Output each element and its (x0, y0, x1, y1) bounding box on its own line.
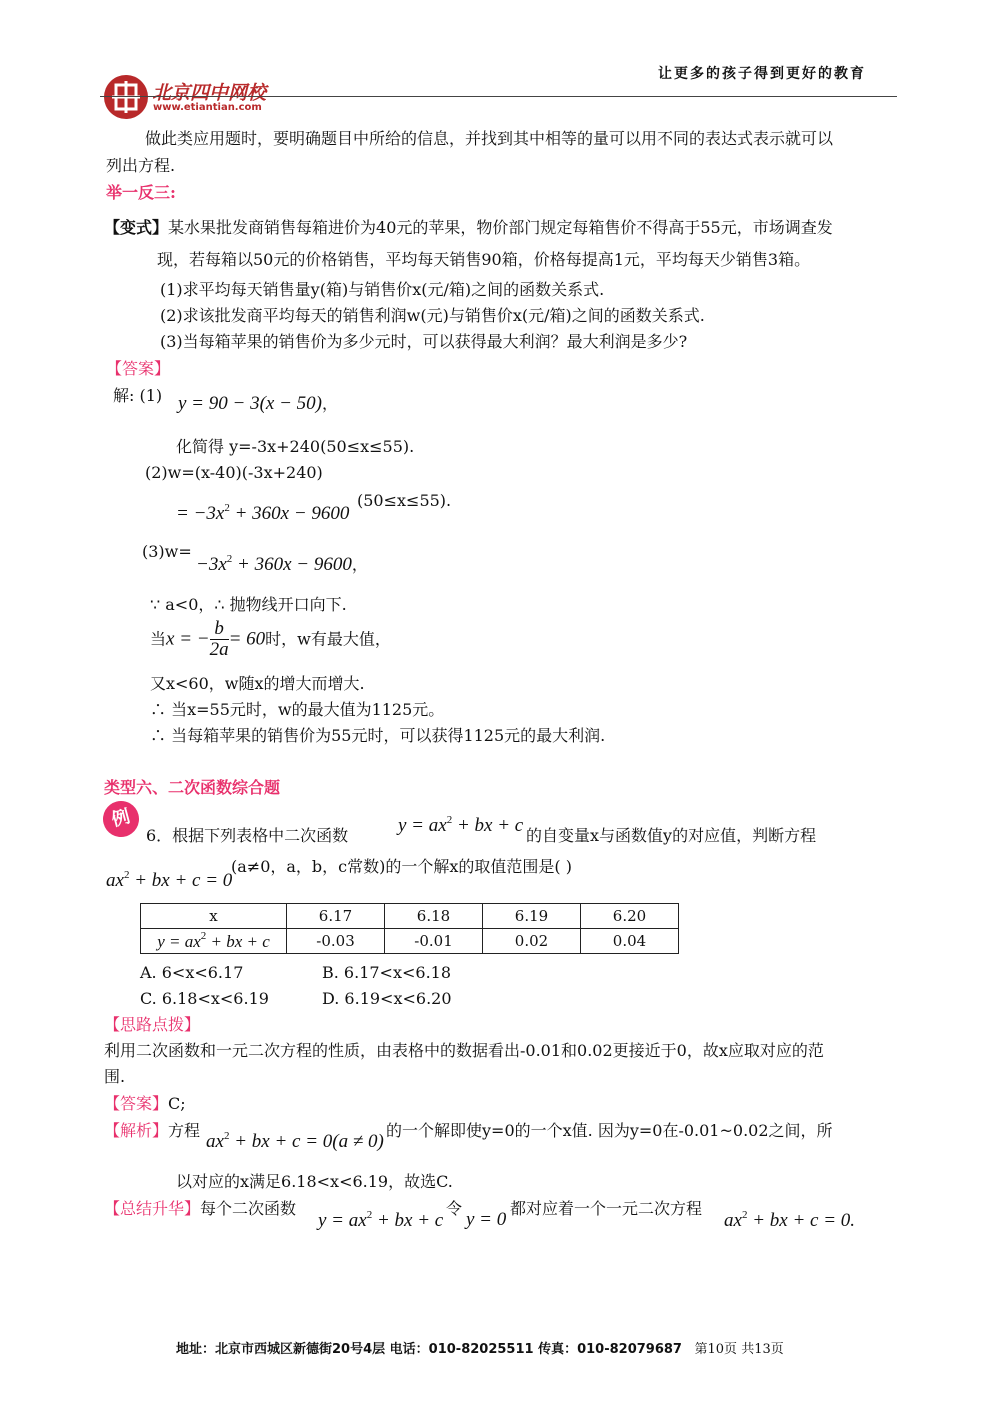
table-cell: 6.19 (483, 904, 581, 929)
value-table (140, 903, 679, 954)
because-line: ∵ a<0，∴ 抛物线开口向下. (150, 595, 347, 614)
summary-ling: 令 (446, 1199, 463, 1218)
answer-2-value: C; (168, 1094, 186, 1113)
step2-line-a: (2)w=(x-40)(-3x+240) (145, 463, 323, 482)
step3-label: (3)w= (142, 542, 192, 561)
footer (176, 1338, 784, 1357)
header-slogan: 让更多的孩子得到更好的教育 (658, 66, 866, 82)
example-para-2: (a≠0，a，b，c常数)的一个解x的取值范围是( ) (231, 857, 572, 876)
variant-line-2: 现，若每箱以50元的价格销售，平均每天销售90箱，价格每提高1元，平均每天少销售3箱。 (157, 250, 811, 269)
summary-eq-3: $ax^2$ + bx + c = 0. (724, 1209, 856, 1231)
solution-label: 解: (1) (113, 386, 163, 405)
analysis-tag: 【解析】 (104, 1121, 169, 1140)
example-eq-1: $y = ax^2$ + bx + c (398, 814, 524, 836)
table-row (141, 904, 679, 929)
option-c: C. 6.18<x<6.19 (140, 989, 269, 1008)
intro-line-2: 列出方程. (106, 156, 176, 175)
summary-tag: 【总结升华】 (104, 1199, 201, 1218)
hint-line-1: 利用二次函数和一元二次方程的性质，由表格中的数据看出-0.01和0.02更接近于0，故x应取对应的范 (104, 1041, 824, 1060)
example-para-1-end: 的自变量x与函数值y的对应值，判断方程 (526, 826, 817, 845)
step2-eq: = $-3x^2 + 360x - 9600$ (176, 502, 350, 524)
table-cell: 6.17 (287, 904, 385, 929)
equation-1-text: y = 90 − 3(x − 50) (178, 393, 322, 414)
table-cell: 6.18 (385, 904, 483, 929)
example-para-1: 6．根据下列表格中二次函数 (146, 826, 349, 845)
equation-1 (178, 393, 338, 415)
footer-page: 第10页 共13页 (694, 1342, 784, 1357)
option-a: A. 6<x<6.17 (140, 963, 244, 982)
table-cell: $y = ax^2$ + bx + c (141, 929, 287, 954)
table-cell: x (141, 904, 287, 929)
variant-q2: (2)求该批发商平均每天的销售利润w(元)与销售价x(元/箱)之间的函数关系式. (160, 306, 705, 325)
equation-1-comma: ， (321, 394, 338, 413)
therefore-line-1: ∴ 当x=55元时，w的最大值为1125元。 (150, 700, 445, 719)
table-cell: 0.04 (581, 929, 679, 954)
variant-line-1 (104, 218, 833, 238)
table-cell: -0.03 (287, 929, 385, 954)
variant-text-1: 某水果批发商销售每箱进价为40元的苹果，物价部门规定每箱售价不得高于55元，市场调查发 (168, 218, 833, 237)
table-cell: -0.01 (385, 929, 483, 954)
analysis-line-1-end: 的一个解即使y=0的一个x值. 因为y=0在-0.01~0.02之间，所 (386, 1121, 833, 1140)
type6-title: 类型六、二次函数综合题 (104, 778, 281, 797)
logo-text: 北京四中网校 (152, 82, 267, 104)
analysis-line-1: 【解析】方程 (104, 1121, 201, 1140)
therefore-line-2: ∴ 当每箱苹果的销售价为55元时，可以获得1125元的最大利润. (150, 726, 606, 745)
answer-tag: 【答案】 (106, 359, 171, 378)
example-eq-2: $ax^2$ + bx + c = 0 (106, 869, 233, 891)
answer-2-tag: 【答案】 (104, 1094, 169, 1113)
section-title: 举一反三: (106, 183, 176, 202)
analysis-eq: $ax^2$ + bx + c = 0(a ≠ 0) (206, 1130, 384, 1152)
table-row (141, 929, 679, 954)
summary-eq-1: $y = ax^2$ + bx + c (318, 1209, 444, 1231)
answer-2 (104, 1094, 186, 1114)
variant-q3: (3)当每箱苹果的销售价为多少元时，可以获得最大利润？最大利润是多少? (160, 332, 688, 351)
footer-address: 地址：北京市西城区新德街20号4层 电话：010-82025511 传真：010-82079687 (176, 1342, 682, 1357)
table-cell: 6.20 (581, 904, 679, 929)
step3-eq: $-3x^2 + 360x - 9600$， (196, 553, 368, 575)
variant-q1: (1)求平均每天销售量y(箱)与销售价x(元/箱)之间的函数关系式. (160, 280, 605, 299)
option-b: B. 6.17<x<6.18 (322, 963, 452, 982)
variant-tag: 【变式】 (104, 218, 169, 237)
logo-emblem-icon (104, 75, 148, 119)
header-divider (100, 96, 897, 97)
summary-mid: 都对应着一个一元二次方程 (510, 1199, 703, 1218)
fraction-b-over-2a: $\frac{b}{2a}$ (209, 618, 229, 660)
hint-line-2: 围. (104, 1067, 126, 1086)
step2-range: (50≤x≤55). (357, 491, 452, 510)
step2-line-b (176, 502, 349, 525)
summary-line: 【总结升华】每个二次函数 (104, 1199, 297, 1218)
summary-eq-2: y = 0 (466, 1209, 507, 1230)
analysis-line-2: 以对应的x满足6.18<x<6.19，故选C. (176, 1172, 453, 1191)
intro-line-1: 做此类应用题时，要明确题目中所给的信息，并找到其中相等的量可以用不同的表达式表示就可以 (145, 129, 834, 148)
hint-tag: 【思路点拨】 (104, 1015, 201, 1034)
when-line: 当x = − $\frac{b}{2a}$ = 60时，w有最大值， (150, 618, 391, 660)
table-cell: 0.02 (483, 929, 581, 954)
option-d: D. 6.19<x<6.20 (322, 989, 452, 1008)
example-badge-icon: 例 (99, 797, 143, 841)
also-line: 又x<60，w随x的增大而增大. (150, 674, 365, 693)
logo-url: www.etiantian.com (153, 102, 262, 113)
simplify-line: 化简得 y=-3x+240(50≤x≤55). (176, 437, 415, 456)
